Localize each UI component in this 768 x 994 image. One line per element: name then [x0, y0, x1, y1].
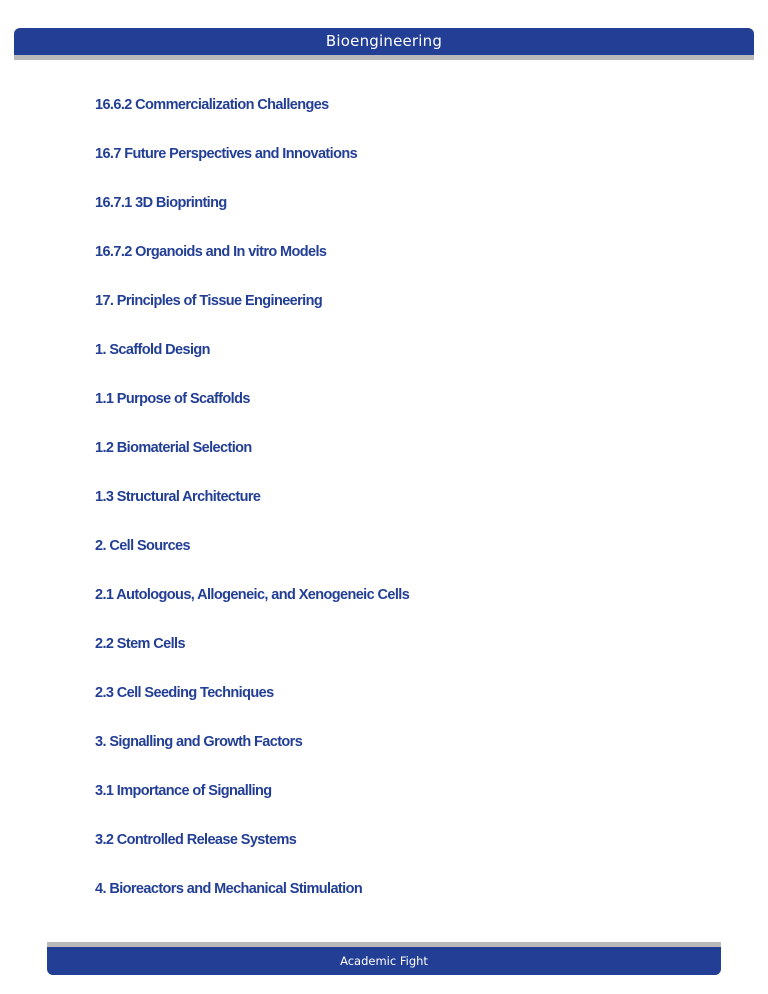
footer-text: Academic Fight — [340, 954, 428, 968]
toc-entry[interactable]: 1. Scaffold Design — [95, 342, 210, 358]
toc-entry[interactable]: 16.7 Future Perspectives and Innovations — [95, 146, 358, 162]
header-divider — [14, 55, 754, 60]
table-of-contents — [95, 94, 715, 927]
page-header — [14, 28, 754, 55]
toc-entry[interactable]: 2.3 Cell Seeding Techniques — [95, 685, 274, 701]
toc-entry[interactable]: 16.7.2 Organoids and In vitro Models — [95, 244, 327, 260]
toc-entry[interactable]: 16.7.1 3D Bioprinting — [95, 195, 227, 211]
header-title: Bioengineering — [325, 32, 443, 50]
toc-entry[interactable]: 1.2 Biomaterial Selection — [95, 440, 252, 456]
toc-entry[interactable]: 16.6.2 Commercialization Challenges — [95, 97, 329, 113]
toc-entry[interactable]: 17. Principles of Tissue Engineering — [95, 293, 323, 309]
toc-entry[interactable]: 1.1 Purpose of Scaffolds — [95, 391, 250, 407]
toc-entry[interactable]: 2. Cell Sources — [95, 538, 190, 554]
toc-entry[interactable]: 3.2 Controlled Release Systems — [95, 832, 297, 848]
toc-entry[interactable]: 4. Bioreactors and Mechanical Stimulation — [95, 881, 363, 897]
toc-entry[interactable]: 2.1 Autologous, Allogeneic, and Xenogeneic Cells — [95, 587, 410, 603]
toc-entry[interactable]: 2.2 Stem Cells — [95, 636, 185, 652]
toc-entry[interactable]: 3.1 Importance of Signalling — [95, 783, 272, 799]
page-footer — [47, 947, 721, 975]
toc-entry[interactable]: 3. Signalling and Growth Factors — [95, 734, 303, 750]
toc-entry[interactable]: 1.3 Structural Architecture — [95, 489, 261, 505]
